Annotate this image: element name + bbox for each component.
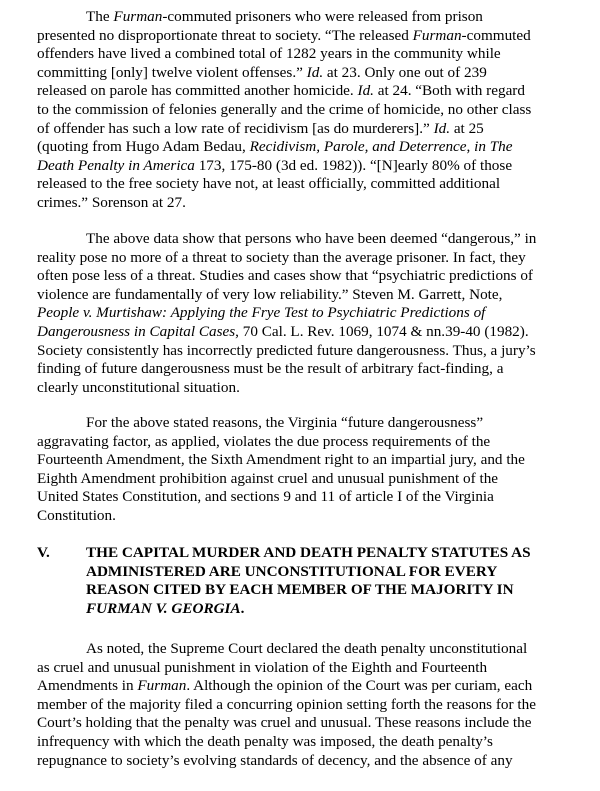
paragraph-furman-reasons xyxy=(37,640,567,770)
italic-citation: Death Penalty in America xyxy=(37,156,195,174)
text-line: of offender has such a low rate of recidivism [as do murderers].” Id. at 25 xyxy=(37,119,484,137)
text-line: violence are fundamentally of very low reliability.” Steven M. Garrett, Note, xyxy=(37,285,503,303)
text-line xyxy=(37,304,567,323)
text-line: Death Penalty in America 173, 175-80 (3d ed. 1982)). “[N]early 80% of those xyxy=(37,156,513,174)
text-line: The above data show that persons who have been deemed “dangerous,” in xyxy=(86,230,537,247)
italic-citation: in The xyxy=(474,138,513,156)
text-line: Fourteenth Amendment, the Sixth Amendment right to an impartial jury, and the xyxy=(37,451,525,469)
text-line: Society consistently has incorrectly predicted future dangerousness. Thus, a jury’s xyxy=(37,341,536,359)
italic-citation: Id. xyxy=(306,63,324,81)
text-line: reality pose no more of a threat to society than the average prisoner. In fact, they xyxy=(37,248,526,266)
text-line: Court’s holding that the penalty was cruel and unusual. These reasons include the xyxy=(37,714,532,732)
paragraph-dangerousness-predictions xyxy=(37,230,567,397)
text-line: finding of future dangerousness must be the result of arbitrary fact-finding, a xyxy=(37,360,504,378)
section-number: V. xyxy=(37,544,50,561)
text-line: to the commission of felonies generally and the crime of homicide, no other class xyxy=(37,100,532,118)
text-line: member of the majority filed a concurring opinion setting forth the reasons for the xyxy=(37,695,536,713)
text-line: Eighth Amendment prohibition against cruel and unusual punishment of the xyxy=(37,469,499,487)
italic-citation: Recidivism, Parole, and Deterrence xyxy=(249,138,467,156)
italic-citation: Furman xyxy=(137,677,187,695)
text-line: United States Constitution, and sections 9 and 11 of article I of the Virginia xyxy=(37,488,494,506)
text-line: aggravating factor, as applied, violates the due process requirements of the xyxy=(37,432,491,450)
italic-citation: Id. xyxy=(433,119,451,137)
text-line: THE CAPITAL MURDER AND DEATH PENALTY STATUTES AS xyxy=(86,544,531,561)
text-line: clearly unconstitutional situation. xyxy=(37,378,240,396)
text-line: Constitution. xyxy=(37,506,116,524)
italic-citation: FURMAN V. GEORGIA xyxy=(86,599,241,617)
text-line: ADMINISTERED ARE UNCONSTITUTIONAL FOR EVERY xyxy=(86,562,498,580)
text-line: as cruel and unusual punishment in violation of the Eighth and Fourteenth xyxy=(37,658,488,676)
italic-citation: Id. xyxy=(357,82,374,100)
text-line: repugnance to society’s evolving standards of decency, and the absence of any xyxy=(37,751,513,769)
text-line: Amendments in Furman. Although the opinion of the Court was per curiam, each xyxy=(37,677,533,695)
text-line: crimes.” Sorenson at 27. xyxy=(37,193,186,211)
text-line: FURMAN V. GEORGIA. xyxy=(86,599,245,617)
text-line: released on parole has committed another homicide. Id. at 24. “Both with regard xyxy=(37,82,525,100)
text-line: The Furman-commuted prisoners who were released from prison xyxy=(86,8,483,25)
italic-citation: Dangerousness in Capital Cases xyxy=(37,322,236,340)
text-line: committing [only] twelve violent offenses.” Id. at 23. Only one out of 239 xyxy=(37,63,487,81)
text-line: released to the free society have not, at least officially, committed additional xyxy=(37,175,501,193)
italic-citation: People v. Murtishaw: Applying the Frye Test to Psychiatric Predictions of xyxy=(37,304,486,322)
text-line: As noted, the Supreme Court declared the death penalty unconstitutional xyxy=(86,640,528,657)
text-line: infrequency with which the death penalty was imposed, the death penalty’s xyxy=(37,732,493,750)
paragraph-furman-recidivism xyxy=(37,8,567,213)
text-line: presented no disproportionate threat to society. “The released Furman-commuted xyxy=(37,26,531,44)
italic-citation: Furman xyxy=(412,26,462,44)
section-heading-text xyxy=(86,544,531,618)
text-line: REASON CITED BY EACH MEMBER OF THE MAJORITY IN xyxy=(86,581,514,599)
text-line: (quoting from Hugo Adam Bedau, Recidivism, Parole, and Deterrence, in The xyxy=(37,138,513,156)
text-line: often pose less of a threat. Studies and cases show that “psychiatric predictions of xyxy=(37,267,533,285)
text-line: For the above stated reasons, the Virginia “future dangerousness” xyxy=(86,414,484,431)
paragraph-conclusion-virginia xyxy=(37,414,567,526)
text-line: Dangerousness in Capital Cases, 70 Cal. L. Rev. 1069, 1074 & nn.39-40 (1982). xyxy=(37,322,529,340)
italic-citation: Furman xyxy=(113,8,163,25)
text-line: offenders have lived a combined total of 1282 years in the community while xyxy=(37,45,501,63)
